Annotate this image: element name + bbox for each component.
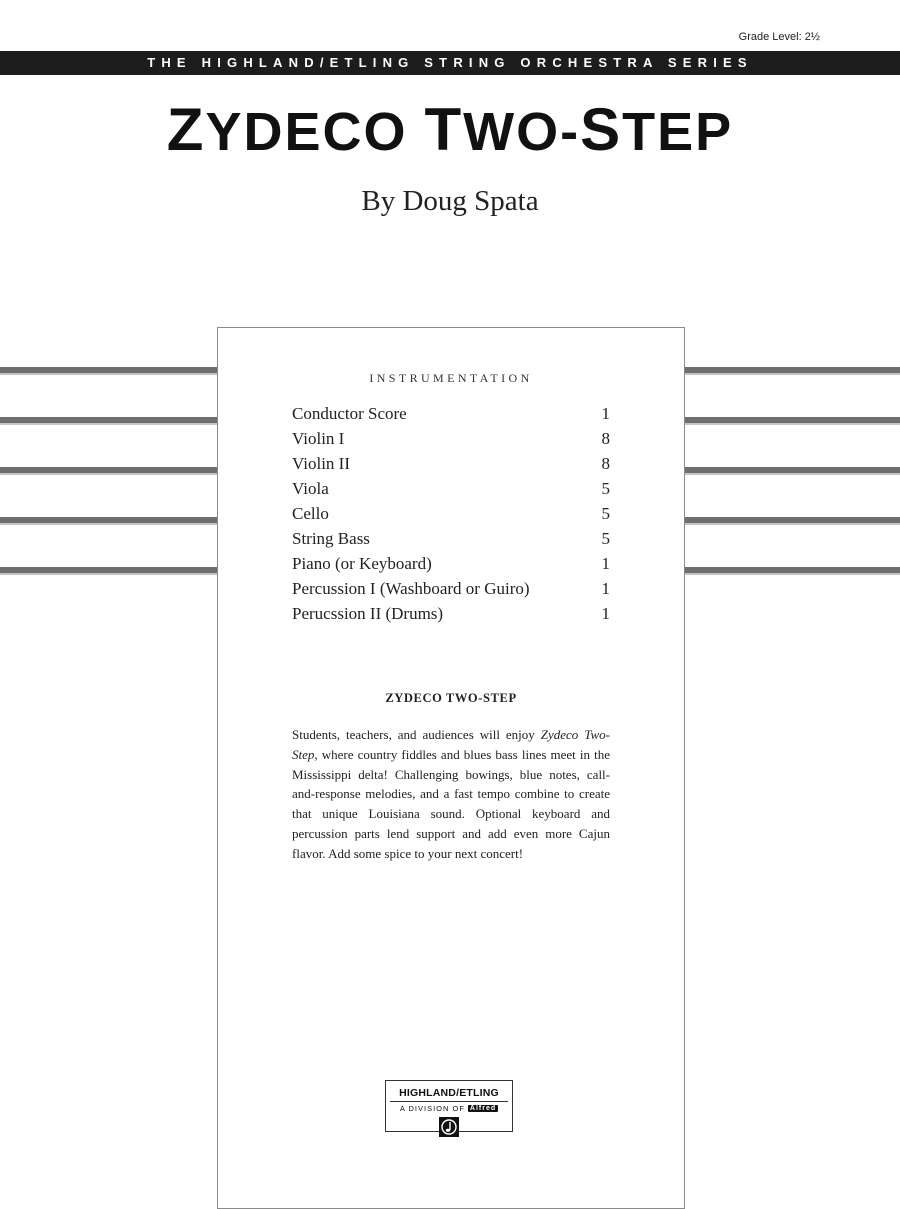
part-quantity: 1	[601, 404, 610, 423]
list-item	[292, 451, 610, 476]
part-name: Violin I	[292, 429, 345, 448]
staff-line-right-4	[684, 517, 900, 525]
staff-line-left-4	[0, 517, 218, 525]
page-title	[0, 95, 900, 164]
list-item	[292, 476, 610, 501]
staff-line-right-1	[684, 367, 900, 375]
instrumentation-heading: INSTRUMENTATION	[369, 371, 533, 385]
part-name: Perucssion II (Drums)	[292, 604, 444, 623]
title-rest-2: WO-	[463, 102, 581, 162]
title-rest-3: TEP	[622, 102, 734, 162]
music-note-emblem-icon	[439, 1117, 459, 1137]
staff-line-left-1	[0, 367, 218, 375]
series-banner: THE HIGHLAND/ETLING STRING ORCHESTRA SERIES	[0, 51, 900, 75]
part-name: String Bass	[292, 529, 370, 548]
list-item	[292, 576, 610, 601]
description-text-start: Students, teachers, and audiences will enjoy	[292, 727, 541, 742]
division-label: A DIVISION OF	[399, 1104, 465, 1113]
staff-line-left-2	[0, 417, 218, 425]
publisher-division	[386, 1104, 512, 1113]
list-item	[292, 401, 610, 426]
title-rest-1: YDECO	[205, 102, 408, 162]
part-quantity: 8	[601, 454, 610, 473]
instrumentation-list	[292, 401, 610, 626]
title-initial-1: Z	[166, 96, 206, 163]
author: By Doug Spata	[361, 185, 539, 217]
list-item	[292, 501, 610, 526]
description-title: ZYDECO TWO-STEP	[385, 691, 517, 705]
staff-line-right-5	[684, 567, 900, 575]
list-item	[292, 526, 610, 551]
part-name: Piano (or Keyboard)	[292, 554, 432, 573]
staff-line-right-2	[684, 417, 900, 425]
part-name: Viola	[292, 479, 329, 498]
staff-line-right-3	[684, 467, 900, 475]
part-name: Percussion I (Washboard or Guiro)	[292, 579, 530, 598]
part-quantity: 5	[601, 479, 610, 498]
description-text-end: , where country fiddles and blues bass lines meet in the Mississippi delta! Challenging bowings, blue notes, call-and-response melodies, and a fast tempo combine to create that unique Louisiana sound. Optional keyboard and percussion parts lend support and add even more Cajun flavor. Add some spice to your next concert!	[292, 746, 610, 861]
part-name: Cello	[292, 504, 329, 523]
title-initial-3: S	[580, 96, 623, 163]
list-item	[292, 426, 610, 451]
staff-line-left-3	[0, 467, 218, 475]
list-item	[292, 601, 610, 626]
description-text	[292, 725, 610, 864]
list-item	[292, 551, 610, 576]
alfred-badge: Alfred	[469, 1105, 497, 1112]
title-initial-2: T	[424, 96, 464, 163]
part-quantity: 1	[601, 554, 610, 573]
part-quantity: 8	[601, 429, 610, 448]
description-italic-title: Zydeco Two-Step	[292, 727, 610, 762]
part-quantity: 1	[601, 604, 610, 623]
part-quantity: 1	[601, 579, 610, 598]
part-name: Violin II	[292, 454, 350, 473]
publisher-logo	[385, 1080, 513, 1132]
part-quantity: 5	[601, 529, 610, 548]
publisher-name: HIGHLAND/ETLING	[390, 1087, 508, 1102]
part-name: Conductor Score	[292, 404, 407, 423]
part-quantity: 5	[601, 504, 610, 523]
grade-level: Grade Level: 2½	[738, 31, 820, 43]
staff-line-left-5	[0, 567, 218, 575]
info-panel	[217, 327, 685, 1209]
